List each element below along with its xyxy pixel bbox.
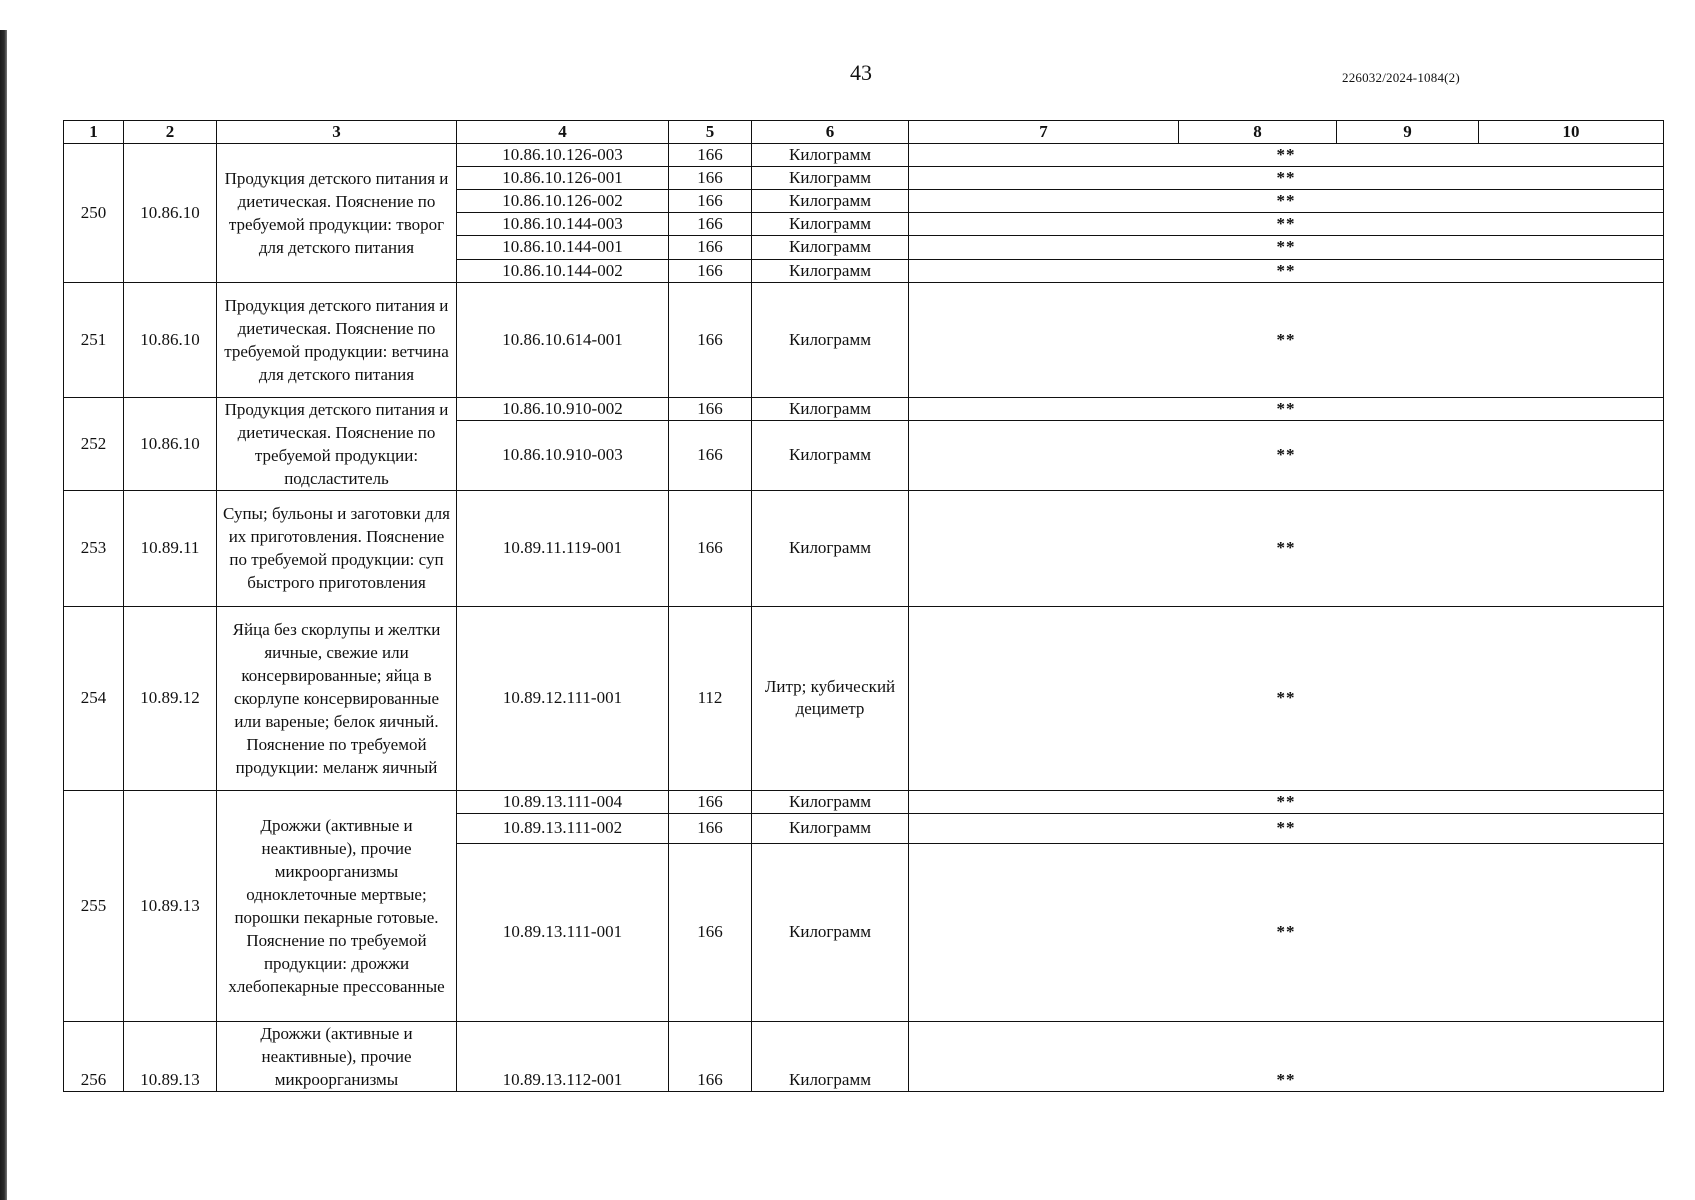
- row-number-cell: 254: [64, 606, 124, 790]
- unit-cell: Килограмм: [752, 190, 909, 213]
- description-cell: Продукция детского питания и диетическая. Пояснение по требуемой продукции: ветчина для детского питания: [217, 282, 457, 397]
- okei-code-cell: 166: [669, 282, 752, 397]
- table-row: [64, 397, 1664, 420]
- mark-cell: **: [909, 420, 1664, 490]
- unit-cell: Килограмм: [752, 420, 909, 490]
- okei-code-cell: 166: [669, 144, 752, 167]
- okei-code-cell: 166: [669, 490, 752, 606]
- description-cell: Дрожжи (активные и неактивные), прочие микроорганизмы: [217, 1021, 457, 1091]
- ktru-code-cell: 10.86.10.126-003: [457, 144, 669, 167]
- mark-cell: **: [909, 843, 1664, 1021]
- mark-cell: **: [909, 490, 1664, 606]
- ktru-code-cell: 10.86.10.144-003: [457, 213, 669, 236]
- ktru-code-cell: 10.86.10.910-003: [457, 420, 669, 490]
- okei-code-cell: 166: [669, 213, 752, 236]
- row-number-cell: 255: [64, 790, 124, 1021]
- okpd-code-cell: 10.89.12: [124, 606, 217, 790]
- header-cell: 3: [217, 121, 457, 144]
- okei-code-cell: 166: [669, 236, 752, 259]
- table-row: [64, 144, 1664, 167]
- mark-cell: **: [909, 144, 1664, 167]
- unit-cell: Килограмм: [752, 843, 909, 1021]
- okpd-code-cell: 10.89.13: [124, 790, 217, 1021]
- description-cell: Продукция детского питания и диетическая. Пояснение по требуемой продукции: подсластитель: [217, 397, 457, 490]
- okei-code-cell: 166: [669, 790, 752, 813]
- header-row: [64, 121, 1664, 144]
- okei-code-cell: 166: [669, 1021, 752, 1091]
- okpd-code-cell: 10.89.13: [124, 1021, 217, 1091]
- description-cell: Дрожжи (активные и неактивные), прочие микроорганизмы одноклеточные мертвые; порошки пекарные готовые. Пояснение по требуемой продукции: дрожжи хлебопекарные прессованные: [217, 790, 457, 1021]
- unit-cell: Килограмм: [752, 259, 909, 282]
- mark-cell: **: [909, 213, 1664, 236]
- mark-cell: **: [909, 236, 1664, 259]
- unit-cell: Килограмм: [752, 144, 909, 167]
- unit-cell: Литр; кубический дециметр: [752, 606, 909, 790]
- okpd-code-cell: 10.86.10: [124, 397, 217, 490]
- ktru-code-cell: 10.86.10.126-002: [457, 190, 669, 213]
- product-table: [63, 120, 1664, 1092]
- header-cell: 5: [669, 121, 752, 144]
- okei-code-cell: 166: [669, 420, 752, 490]
- unit-cell: Килограмм: [752, 397, 909, 420]
- unit-cell: Килограмм: [752, 1021, 909, 1091]
- ktru-code-cell: 10.86.10.144-002: [457, 259, 669, 282]
- table-row: [64, 1021, 1664, 1091]
- mark-cell: **: [909, 790, 1664, 813]
- okei-code-cell: 112: [669, 606, 752, 790]
- row-number-cell: 251: [64, 282, 124, 397]
- okei-code-cell: 166: [669, 813, 752, 843]
- header-cell: 1: [64, 121, 124, 144]
- mark-cell: **: [909, 1021, 1664, 1091]
- okei-code-cell: 166: [669, 259, 752, 282]
- scan-edge: [0, 30, 7, 1200]
- mark-cell: **: [909, 190, 1664, 213]
- ktru-code-cell: 10.89.11.119-001: [457, 490, 669, 606]
- okei-code-cell: 166: [669, 167, 752, 190]
- ktru-code-cell: 10.86.10.910-002: [457, 397, 669, 420]
- mark-cell: **: [909, 259, 1664, 282]
- ktru-code-cell: 10.89.13.111-002: [457, 813, 669, 843]
- table-row: [64, 282, 1664, 397]
- unit-cell: Килограмм: [752, 236, 909, 259]
- okpd-code-cell: 10.86.10: [124, 282, 217, 397]
- mark-cell: **: [909, 606, 1664, 790]
- row-number-cell: 256: [64, 1021, 124, 1091]
- ktru-code-cell: 10.89.13.111-004: [457, 790, 669, 813]
- header-cell: 9: [1337, 121, 1479, 144]
- header-cell: 4: [457, 121, 669, 144]
- table-row: [64, 790, 1664, 813]
- header-cell: 10: [1479, 121, 1664, 144]
- ktru-code-cell: 10.86.10.126-001: [457, 167, 669, 190]
- ktru-code-cell: 10.89.13.112-001: [457, 1021, 669, 1091]
- header-cell: 8: [1179, 121, 1337, 144]
- page-number: 43: [850, 60, 872, 85]
- unit-cell: Килограмм: [752, 282, 909, 397]
- mark-cell: **: [909, 167, 1664, 190]
- mark-cell: **: [909, 397, 1664, 420]
- unit-cell: Килограмм: [752, 167, 909, 190]
- row-number-cell: 253: [64, 490, 124, 606]
- table-row: [64, 606, 1664, 790]
- header-cell: 6: [752, 121, 909, 144]
- mark-cell: **: [909, 813, 1664, 843]
- okei-code-cell: 166: [669, 843, 752, 1021]
- document-id: 226032/2024-1084(2): [1342, 70, 1460, 85]
- header-cell: 7: [909, 121, 1179, 144]
- okei-code-cell: 166: [669, 190, 752, 213]
- table-row: [64, 490, 1664, 606]
- unit-cell: Килограмм: [752, 490, 909, 606]
- unit-cell: Килограмм: [752, 213, 909, 236]
- ktru-code-cell: 10.86.10.614-001: [457, 282, 669, 397]
- header-cell: 2: [124, 121, 217, 144]
- ktru-code-cell: 10.89.12.111-001: [457, 606, 669, 790]
- unit-cell: Килограмм: [752, 790, 909, 813]
- description-cell: Продукция детского питания и диетическая. Пояснение по требуемой продукции: творог для детского питания: [217, 144, 457, 283]
- unit-cell: Килограмм: [752, 813, 909, 843]
- description-cell: Супы; бульоны и заготовки для их приготовления. Пояснение по требуемой продукции: суп быстрого приготовления: [217, 490, 457, 606]
- row-number-cell: 250: [64, 144, 124, 283]
- okei-code-cell: 166: [669, 397, 752, 420]
- ktru-code-cell: 10.86.10.144-001: [457, 236, 669, 259]
- row-number-cell: 252: [64, 397, 124, 490]
- ktru-code-cell: 10.89.13.111-001: [457, 843, 669, 1021]
- mark-cell: **: [909, 282, 1664, 397]
- description-cell: Яйца без скорлупы и желтки яичные, свежие или консервированные; яйца в скорлупе консервированные или вареные; белок яичный. Пояснение по требуемой продукции: меланж яичный: [217, 606, 457, 790]
- okpd-code-cell: 10.86.10: [124, 144, 217, 283]
- okpd-code-cell: 10.89.11: [124, 490, 217, 606]
